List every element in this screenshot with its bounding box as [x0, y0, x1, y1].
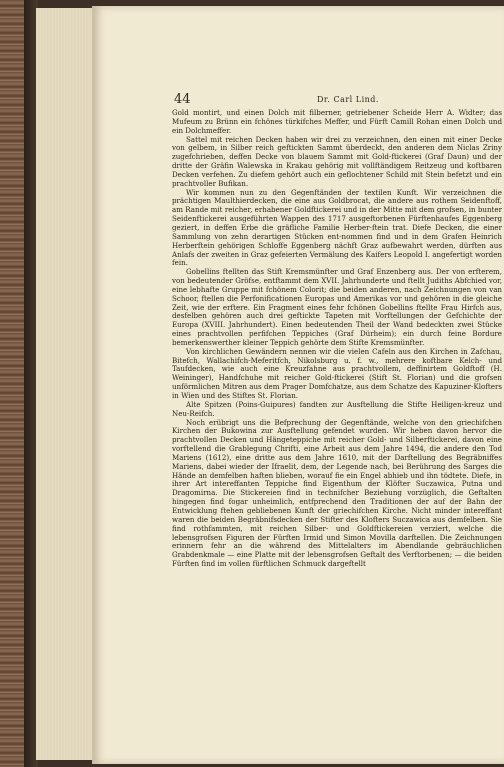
paragraph: Noch erübrigt uns die Befprechung der Gegenftände, welche von den griechifchen Kirchen der Bukowina zur Ausftellung gefendet wurden. Wir heben davon hervor die prachtvollen Decken und Hängeteppiche mit reicher Gold- und Silberftickerei, davon eine vorftellend die Grablegung Chrifti, eine Arbeit aus dem Jahre 1494, die andere den Tod Mariens (1612), eine dritte aus dem Jahre 1610, mit der Darftellung des Begräbniffes Mariens, dabei wieder der Ifraelit, dem, der Legende nach, bei Berührung des Sarges die Hände an demfelben haften blieben, worauf fie ein Engel abhieb und ihn tödtete. Diefe, in ihrer Art intereffanten Teppiche find Eigenthum der Klöfter Suczawica, Putna und Dragomirna. Die Stickereien find in technifcher Beziehung vorzüglich, die Geftalten hingegen find fogar unheimlich, entfprechend den Traditionen der auf der Bahn der Entwicklung ftehen gebliebenen Kunft der griechifchen Kirche. Nicht minder intereffant waren die beiden Begräbnifsdecken der Stifter des Klofters Suczawica aus demfelben. Sie find rothfammten, mit reichen Silber- und Goldftickereien verziert, welche die lebensgrofsen Figuren der Fürften Irmid und Simon Movilla darftellen. Die Zeichnungen erinnern fehr an die während des Mittelalters im Abendlande gebräuchlichen Grabdenkmale — eine Platte mit der lebensgrofsen Geftalt des Verftorbenen; — die beiden Fürften find im vollen fürftlichen Schmuck dargeftellt — [172, 417, 502, 569]
paragraph: Alte Spitzen (Poins-Guipures) fandten zur Ausftellung die Stifte Heiligen-kreuz und Neu-Reifch. — [172, 399, 502, 418]
paragraph: Gold montirt, und einen Dolch mit filberner, getriebener Scheide Herr A. Widter; das Mufeum zu Brünn ein fchönes türkifches Meffer, und Fürft Camill Rohan einen Dolch und ein Dolchmeffer. — [172, 108, 502, 135]
running-head: Dr. Carl Lind. — [317, 95, 379, 104]
page-stack-edge — [36, 8, 96, 760]
book-page — [92, 6, 504, 764]
paragraph: Gobellins ftellten das Stift Kremsmünfter und Graf Enzenberg aus. Der von erfterem, von bedeutender Gröfse, entftammt dem XVII. Jahrhunderte und ftellt Judiths Abfchied vor, eine lebhafte Gruppe mit fchönem Colorit; die beiden anderen, nach Zeichnungen von van Schoor, ftellen die Perfonificationen Europas und Amerikas vor und gehören in die gleiche Zeit, wie der erftere. Ein Fragment eines fehr fchönen Gobellins ftellte Frau Hirfch aus, desfelben gehören auch drei geftickte Tapeten mit Vorftellungen der Gefchichte der Europa (XVIII. Jahrhundert). Einen bedeutenden Theil der Wand bedeckten zwei Stücke eines prachtvollen perfifchen Teppiches (Graf Dürheim); ein durch feine Bordure bemerkenswerther kleiner Teppich gehörte dem Stifte Kremsmünfter. — [172, 267, 502, 347]
paragraph: Von kirchlichen Gewändern nennen wir die vielen Cafeln aus den Kirchen in Zafchau, Bitefch, Wallachifch-Meferitfch, Nikolsburg u. f. w., mehrere koftbare Kelch- und Taufdecken, wie auch eine Kreuzfahne aus prachtvollem, deffinirtem Goldftoff (H. Weininger), Handfchuhe mit reicher Gold-ftickerei (Stift St. Florian) und die grofsen unförmlichen Mitren aus dem Prager Domfchatze, aus dem Schatze des Kapuziner-Klofters in Wien und des Stiftes St. Florian. — [172, 346, 502, 400]
book-cover-edge — [0, 0, 24, 767]
page-body — [172, 109, 502, 569]
paragraph: Wir kommen nun zu den Gegenftänden der textilen Kunft. Wir verzeichnen die prächtigen Maulthierdecken, die eine aus Goldbrocat, die andere aus rothem Seidenftoff, am Rande mit reicher, erhabener Goldftickerei und in der Mitte mit dem grofsen, in bunter Seidenftickerei ausgeführten Wappen des 1717 ausgeftorbenen Fürftenhaufes Eggenberg geziert, in deffen Erbe die gräfliche Familie Herber-ftein trat. Diefe Decken, die einer Sammlung von zehn derartigen Stücken ent-nommen find und in dem Grafen Heinrich Herberftein gehörigen Schloffe Eggenberg nächft Graz aufbewahrt werden, dürften aus Anlafs der zweiten in Graz gefeierten Vermälung des Kaifers Leopold I. angefertigt worden fein. — [172, 187, 502, 268]
page-number: 44 — [174, 92, 191, 107]
paragraph: Sattel mit reichen Decken haben wir drei zu verzeichnen, den einen mit einer Decke von gelbem, in Silber reich geftickten Sammt überdeckt, den anderen dem Niclas Zriny zugefchrieben, deffen Decke von blauem Sammt mit Gold-ftickerei (Graf Daun) und der dritte der Gräfin Walewska in Krakau gehörig mit vollftändigem Reitzeug und koftbaren Decken verfehen. Zu diefem gehört auch ein geflochtener Schild mit Stein befetzt und ein prachtvoller Bufikan. — [172, 134, 502, 188]
